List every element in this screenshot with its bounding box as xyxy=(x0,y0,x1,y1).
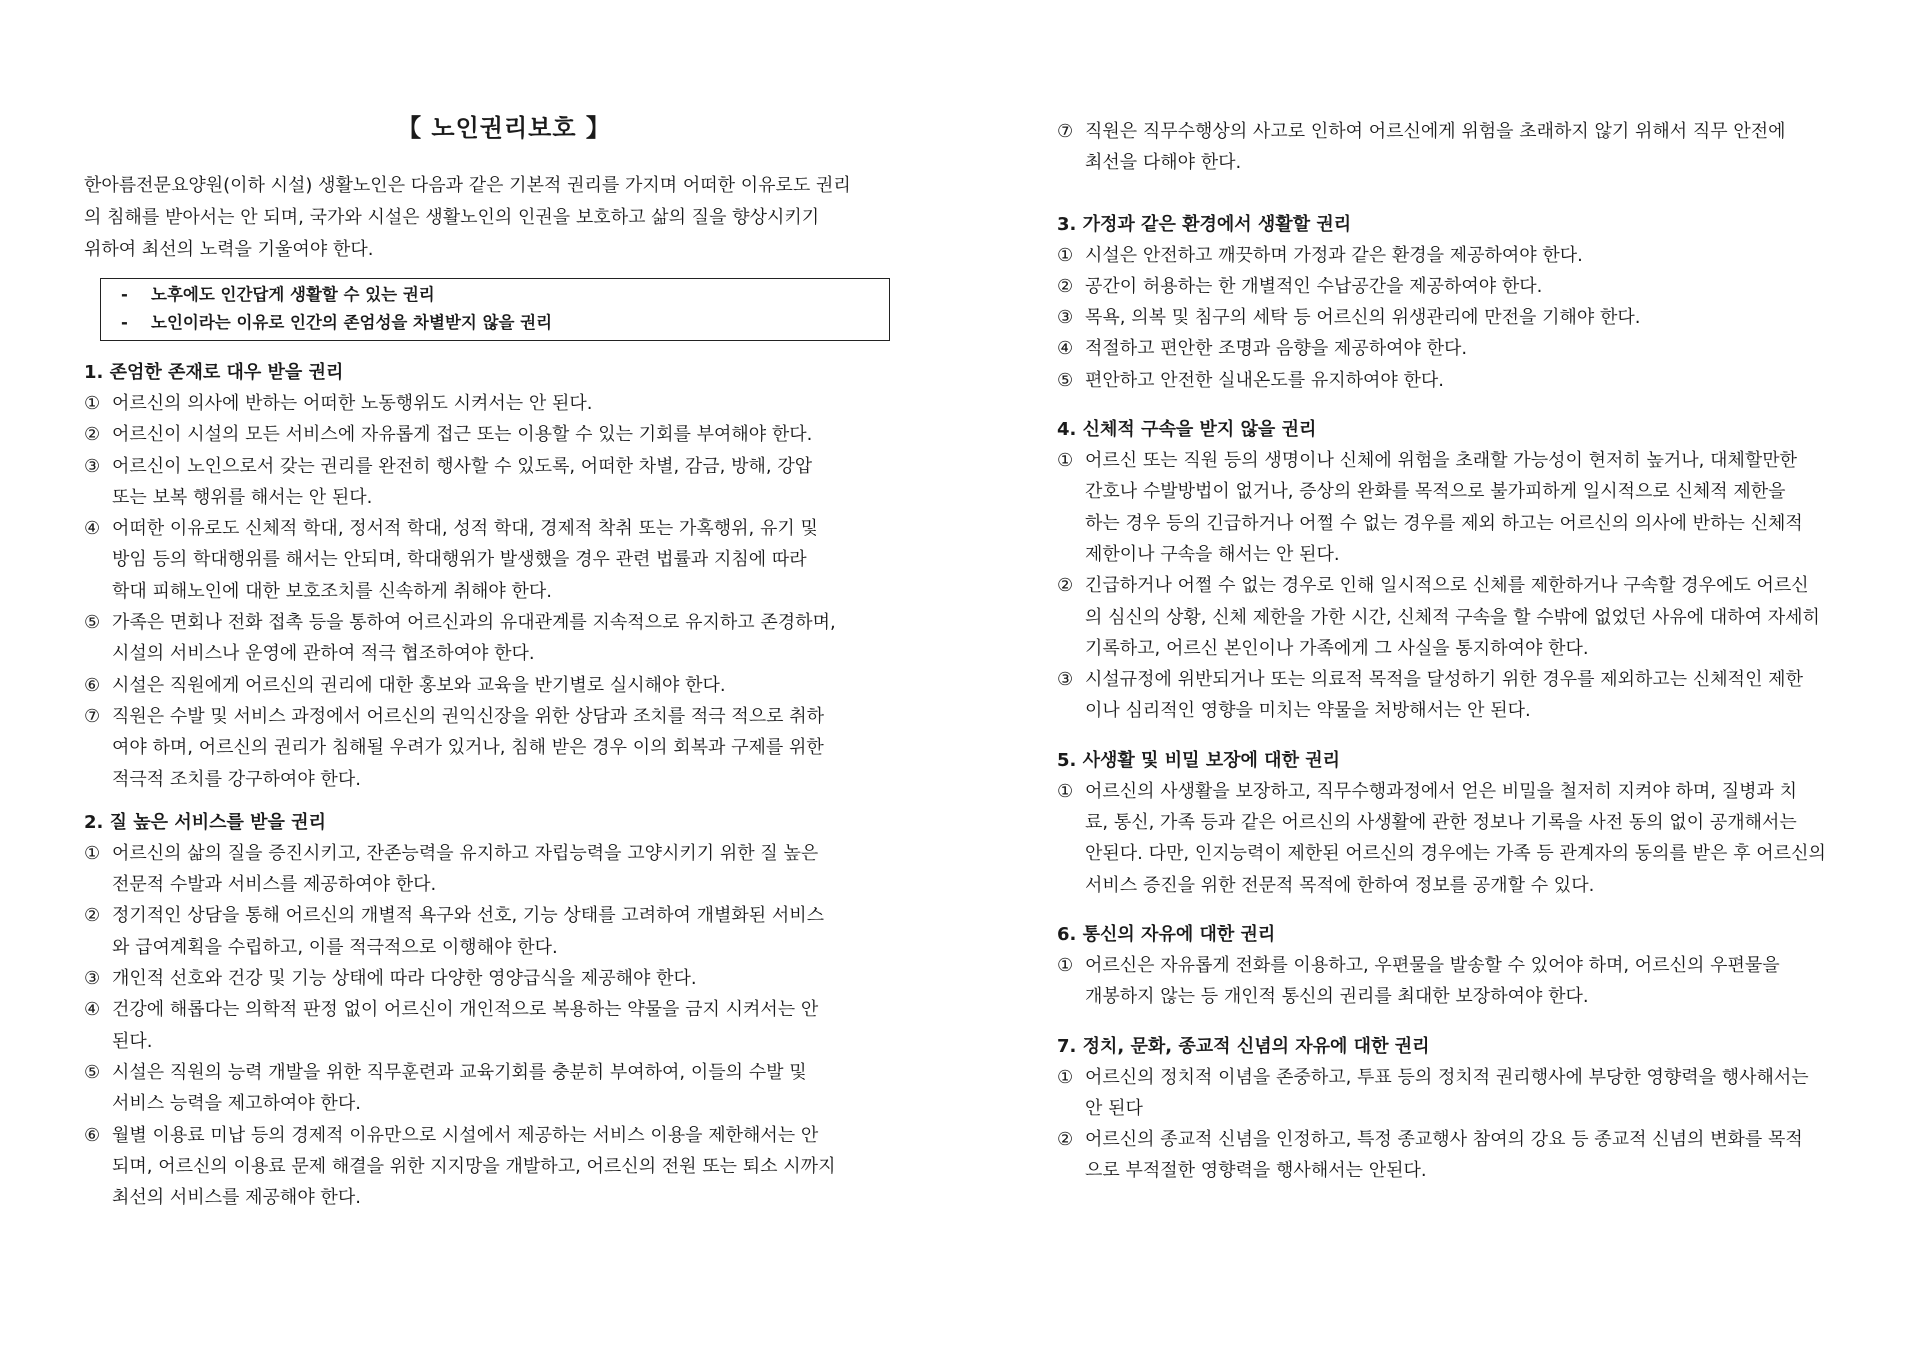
item-text xyxy=(1085,1124,1847,1187)
item-text-line: 여야 하며, 어르신의 권리가 침해될 우려가 있거나, 침해 받은 경우 이의 회복과 구제를 위한 xyxy=(112,737,824,759)
list-item xyxy=(1057,333,1847,364)
item-text-line: 건강에 해롭다는 의학적 판정 없이 어르신이 개인적으로 복용하는 약물을 금지 시켜서는 안 xyxy=(112,999,819,1021)
item-text-line: 간호나 수발방법이 없거나, 증상의 완화를 목적으로 불가피하게 일시적으로 신체적 제한을 xyxy=(1085,481,1786,503)
section-heading: 5. 사생활 및 비밀 보장에 대한 권리 xyxy=(1057,749,1341,771)
item-number: ② xyxy=(1057,1129,1074,1151)
item-text-line: 제한이나 구속을 해서는 안 된다. xyxy=(1085,543,1340,565)
item-text-line: 어떠한 이유로도 신체적 학대, 정서적 학대, 성적 학대, 경제적 착취 또는 가혹행위, 유기 및 xyxy=(112,518,818,540)
item-text-line: 목욕, 의복 및 침구의 세탁 등 어르신의 위생관리에 만전을 기해야 한다. xyxy=(1085,307,1641,329)
section-heading: 6. 통신의 자유에 대한 권리 xyxy=(1057,923,1276,945)
right-sections xyxy=(1057,209,1847,1187)
list-item xyxy=(1057,570,1847,664)
item-number: ⑥ xyxy=(84,1124,101,1146)
list-item xyxy=(1057,664,1847,727)
basic-right-text: 노후에도 인간답게 생활할 수 있는 권리 xyxy=(151,285,435,304)
list-item xyxy=(1057,240,1847,271)
item-text-line: 으로 부적절한 영향력을 행사해서는 안된다. xyxy=(1085,1160,1427,1182)
item-number: ③ xyxy=(1057,669,1074,691)
item-text xyxy=(112,607,924,670)
item-text-line: 긴급하거나 어쩔 수 없는 경우로 인해 일시적으로 신체를 제한하거나 구속할 경우에도 어르신 xyxy=(1085,575,1809,597)
item-text xyxy=(112,963,924,994)
item-text-line: 되며, 어르신의 이용료 문제 해결을 위한 지지망을 개발하고, 어르신의 전원 또는 퇴소 시까지 xyxy=(112,1155,836,1177)
item-text xyxy=(112,900,924,963)
item-text-line: 와 급여계획을 수립하고, 이를 적극적으로 이행해야 한다. xyxy=(112,936,558,958)
list-item xyxy=(84,1057,924,1120)
item-text xyxy=(1085,1062,1847,1125)
item-text-line: 최선의 서비스를 제공해야 한다. xyxy=(112,1187,361,1209)
rights-section xyxy=(1057,414,1847,727)
rights-section xyxy=(1057,745,1847,901)
intro-line: 한아름전문요양원(이하 시설) 생활노인은 다음과 같은 기본적 권리를 가지며 어떠한 이유로도 권리 xyxy=(84,175,851,196)
list-item xyxy=(1057,1062,1847,1125)
right-column xyxy=(1057,116,1847,1205)
item-text-line: 서비스 능력을 제고하여야 한다. xyxy=(112,1093,361,1115)
basic-right-item xyxy=(121,281,877,309)
item-number: ⑥ xyxy=(84,674,101,696)
item-text-line: 어르신이 노인으로서 갖는 권리를 완전히 행사할 수 있도록, 어떠한 차별, 감금, 방해, 강압 xyxy=(112,455,813,477)
item-number: ③ xyxy=(84,968,101,990)
list-item xyxy=(84,963,924,994)
list-item xyxy=(84,838,924,901)
item-text-line: 어르신은 자유롭게 전화를 이용하고, 우편물을 발송할 수 있어야 하며, 어르신의 우편물을 xyxy=(1085,954,1780,976)
basic-rights-box xyxy=(100,278,890,341)
section-heading: 4. 신체적 구속을 받지 않을 권리 xyxy=(1057,419,1317,441)
item-text-line: 하는 경우 등의 긴급하거나 어쩔 수 없는 경우를 제외 하고는 어르신의 의사에 반하는 신체적 xyxy=(1085,512,1803,534)
item-text-line: 개봉하지 않는 등 개인적 통신의 권리를 최대한 보장하여야 한다. xyxy=(1085,986,1589,1008)
item-text-line: 가족은 면회나 전화 접촉 등을 통하여 어르신과의 유대관계를 지속적으로 유지하고 존경하며, xyxy=(112,612,836,634)
item-text-line: 전문적 수발과 서비스를 제공하여야 한다. xyxy=(112,874,437,896)
item-number: ② xyxy=(1057,275,1074,297)
basic-right-text: 노인이라는 이유로 인간의 존엄성을 차별받지 않을 권리 xyxy=(151,313,553,332)
rights-section xyxy=(1057,919,1847,1013)
item-text-line: 어르신의 종교적 신념을 인정하고, 특정 종교행사 참여의 강요 등 종교적 신념의 변화를 목적 xyxy=(1085,1129,1803,1151)
item-text xyxy=(1085,302,1847,333)
item-number: ④ xyxy=(84,518,101,540)
rights-section xyxy=(1057,1031,1847,1187)
item-text-line: 학대 피해노인에 대한 보호조치를 신속하게 취해야 한다. xyxy=(112,580,552,602)
list-item xyxy=(1057,445,1847,570)
item-text-line: 방임 등의 학대행위를 해서는 안되며, 학대행위가 발생했을 경우 관련 법률과 지침에 따라 xyxy=(112,549,807,571)
item-text-line: 어르신의 사생활을 보장하고, 직무수행과정에서 얻은 비밀을 철저히 지켜야 하며, 질병과 치 xyxy=(1085,780,1798,802)
intro-paragraph xyxy=(84,170,924,266)
item-text-line: 공간이 허용하는 한 개별적인 수납공간을 제공하여야 한다. xyxy=(1085,275,1543,297)
section-heading: 1. 존엄한 존재로 대우 받을 권리 xyxy=(84,362,344,383)
item-text-line: 시설규정에 위반되거나 또는 의료적 목적을 달성하기 위한 경우를 제외하고는 신체적인 제한 xyxy=(1085,669,1803,691)
item-text xyxy=(112,388,924,419)
page-title: 【 노인권리보호 】 xyxy=(397,114,611,142)
item-text xyxy=(1085,445,1847,570)
item-text xyxy=(1085,333,1847,364)
intro-line: 위하여 최선의 노력을 기울여야 한다. xyxy=(84,239,374,260)
item-number: ② xyxy=(84,905,101,927)
list-item xyxy=(1057,1124,1847,1187)
section-heading: 3. 가정과 같은 환경에서 생활할 권리 xyxy=(1057,213,1352,235)
item-text-line: 서비스 증진을 위한 전문적 목적에 한하여 정보를 공개할 수 있다. xyxy=(1085,874,1595,896)
item-text-line: 의 심신의 상황, 신체 제한을 가한 시간, 신체적 구속을 할 수밖에 없었던 사유에 대하여 자세히 xyxy=(1085,606,1820,628)
item-number: ① xyxy=(1057,450,1074,472)
intro-line: 의 침해를 받아서는 안 되며, 국가와 시설은 생활노인의 인권을 보호하고 삶의 질을 향상시키기 xyxy=(84,207,820,228)
left-sections xyxy=(84,357,924,1213)
item-number: ④ xyxy=(1057,338,1074,360)
item-text xyxy=(1085,365,1847,396)
item-text xyxy=(1085,116,1847,179)
list-item xyxy=(84,900,924,963)
item-text xyxy=(112,513,924,607)
item-number: ② xyxy=(84,424,101,446)
item-text xyxy=(1085,271,1847,302)
list-item xyxy=(1057,302,1847,333)
item-text-line: 어르신이 시설의 모든 서비스에 자유롭게 접근 또는 이용할 수 있는 기회를 부여해야 한다. xyxy=(112,424,813,446)
item-text-line: 정기적인 상담을 통해 어르신의 개별적 욕구와 선호, 기능 상태를 고려하여 개별화된 서비스 xyxy=(112,905,825,927)
item-text-line: 된다. xyxy=(112,1030,153,1052)
item-text-line: 또는 보복 행위를 해서는 안 된다. xyxy=(112,486,373,508)
item-text-line: 적절하고 편안한 조명과 음향을 제공하여야 한다. xyxy=(1085,338,1468,360)
list-item xyxy=(84,1120,924,1214)
list-item xyxy=(84,419,924,450)
list-item xyxy=(1057,271,1847,302)
item-text-line: 안된다. 다만, 인지능력이 제한된 어르신의 경우에는 가족 등 관계자의 동의를 받은 후 어르신의 xyxy=(1085,843,1826,865)
list-item xyxy=(84,513,924,607)
rights-section xyxy=(84,807,924,1214)
item-text-line: 어르신의 정치적 이념을 존중하고, 투표 등의 정치적 권리행사에 부당한 영향력을 행사해서는 xyxy=(1085,1066,1809,1088)
item-text-line: 어르신의 삶의 질을 증진시키고, 잔존능력을 유지하고 자립능력을 고양시키기 위한 질 높은 xyxy=(112,842,819,864)
item-text xyxy=(112,451,924,514)
item-text-line: 최선을 다해야 한다. xyxy=(1085,152,1242,174)
item-text xyxy=(112,1057,924,1120)
item-number: ② xyxy=(1057,575,1074,597)
item-text xyxy=(1085,776,1847,901)
item-text xyxy=(1085,570,1847,664)
item-text-line: 직원은 수발 및 서비스 과정에서 어르신의 권익신장을 위한 상담과 조치를 적극 적으로 취하 xyxy=(112,705,825,727)
list-item xyxy=(1057,116,1847,179)
dash-marker: - xyxy=(121,285,128,304)
item-text-line: 편안하고 안전한 실내온도를 유지하여야 한다. xyxy=(1085,369,1444,391)
item-text-line: 어르신의 의사에 반하는 어떠한 노동행위도 시켜서는 안 된다. xyxy=(112,393,593,414)
item-number: ① xyxy=(84,842,101,864)
section-2-continuation xyxy=(1057,116,1847,179)
item-number: ⑤ xyxy=(84,612,101,634)
list-item xyxy=(84,451,924,514)
item-number: ④ xyxy=(84,999,101,1021)
item-text-line: 시설의 서비스나 운영에 관하여 적극 협조하여야 한다. xyxy=(112,643,535,665)
item-text-line: 료, 통신, 가족 등과 같은 어르신의 사생활에 관한 정보나 기록을 사전 동의 없이 공개해서는 xyxy=(1085,812,1797,834)
item-number: ⑤ xyxy=(1057,369,1074,391)
item-text-line: 어르신 또는 직원 등의 생명이나 신체에 위험을 초래할 가능성이 현저히 높거나, 대체할만한 xyxy=(1085,450,1798,472)
item-text-line: 이나 심리적인 영향을 미치는 약물을 처방해서는 안 된다. xyxy=(1085,700,1531,722)
item-text-line: 기록하고, 어르신 본인이나 가족에게 그 사실을 통지하여야 한다. xyxy=(1085,637,1589,659)
dash-marker: - xyxy=(121,313,128,332)
item-text xyxy=(112,994,924,1057)
item-number: ① xyxy=(1057,780,1074,802)
item-number: ③ xyxy=(84,455,101,477)
item-text-line: 안 된다 xyxy=(1085,1097,1143,1119)
item-number: ① xyxy=(84,393,101,414)
item-text xyxy=(1085,240,1847,271)
rights-section xyxy=(84,357,924,795)
item-number: ⑦ xyxy=(1057,121,1074,142)
item-text-line: 적극적 조치를 강구하여야 한다. xyxy=(112,768,361,790)
item-text xyxy=(112,1120,924,1214)
item-text xyxy=(112,670,924,701)
item-number: ③ xyxy=(1057,307,1074,329)
item-text-line: 시설은 직원에게 어르신의 권리에 대한 홍보와 교육을 반기별로 실시해야 한다. xyxy=(112,674,726,696)
basic-right-item xyxy=(121,309,877,337)
item-number: ⑤ xyxy=(84,1061,101,1083)
section-heading: 7. 정치, 문화, 종교적 신념의 자유에 대한 권리 xyxy=(1057,1035,1430,1057)
list-item xyxy=(1057,365,1847,396)
item-text xyxy=(112,419,924,450)
item-text-line: 월별 이용료 미납 등의 경제적 이유만으로 시설에서 제공하는 서비스 이용을 제한해서는 안 xyxy=(112,1124,819,1146)
item-number: ⑦ xyxy=(84,705,101,727)
item-text-line: 개인적 선호와 건강 및 기능 상태에 따라 다양한 영양급식을 제공해야 한다. xyxy=(112,968,697,990)
item-text-line: 시설은 직원의 능력 개발을 위한 직무훈련과 교육기회를 충분히 부여하여, 이들의 수발 및 xyxy=(112,1061,807,1083)
list-item xyxy=(84,670,924,701)
item-number: ① xyxy=(1057,954,1074,976)
item-text xyxy=(112,701,924,795)
item-number: ① xyxy=(1057,244,1074,266)
item-text xyxy=(1085,950,1847,1013)
rights-section xyxy=(1057,209,1847,396)
item-text xyxy=(112,838,924,901)
list-item xyxy=(84,994,924,1057)
item-text-line: 시설은 안전하고 깨끗하며 가정과 같은 환경을 제공하여야 한다. xyxy=(1085,244,1583,266)
list-item xyxy=(84,607,924,670)
list-item xyxy=(1057,776,1847,901)
item-text xyxy=(1085,664,1847,727)
section-heading: 2. 질 높은 서비스를 받을 권리 xyxy=(84,811,326,833)
item-text-line: 직원은 직무수행상의 사고로 인하여 어르신에게 위험을 초래하지 않기 위해서 직무 안전에 xyxy=(1085,121,1786,142)
item-number: ① xyxy=(1057,1066,1074,1088)
left-column xyxy=(84,112,924,1225)
list-item xyxy=(84,701,924,795)
list-item xyxy=(84,388,924,419)
list-item xyxy=(1057,950,1847,1013)
